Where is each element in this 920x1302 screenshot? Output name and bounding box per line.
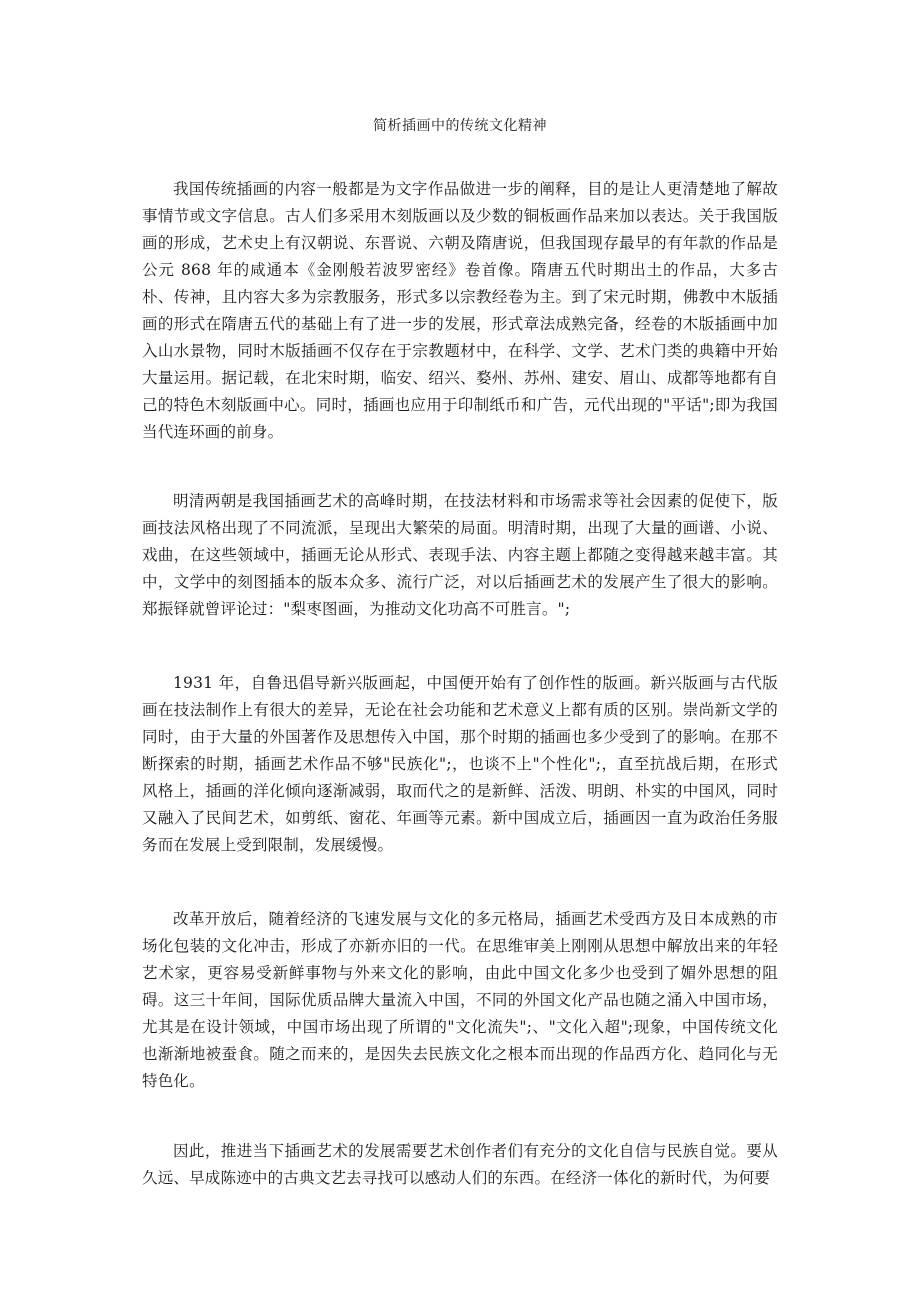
paragraph-traditional-illustration-history: 我国传统插画的内容一般都是为文字作品做进一步的阐释，目的是让人更清楚地了解故事情节或文字信息。古人们多采用木刻版画以及少数的铜板画作品来加以表达。关于我国版画的形成，艺术史上有汉朝说、东晋说、六朝及隋唐说，但我国现存最早的有年款的作品是公元 868 年的咸通本《金刚般若波罗密经》卷首像。隋唐五代时期出土的作品，大多古朴、传神，且内容大多为宗教服务，形式多以宗教经卷为主。到了宋元时期，佛教中木版插画的形式在隋唐五代的基础上有了进一步的发展，形式章法成熟完备，经卷的木版插画中加入山水景物，同时木版插画不仅存在于宗教题材中，在科学、文学、艺术门类的典籍中开始大量运用。据记载，在北宋时期，临安、绍兴、婺州、苏州、建安、眉山、成都等地都有自己的特色木刻版画中心。同时，插画也应用于印制纸币和广告，元代出现的"平话";即为我国当代连环画的前身。 bbox=[142, 180, 778, 441]
paragraph-ming-qing-illustration: 明清两朝是我国插画艺术的高峰时期，在技法材料和市场需求等社会因素的促使下，版画技法风格出现了不同流派，呈现出大繁荣的局面。明清时期，出现了大量的画谱、小说、戏曲，在这些领域中，插画无论从形式、表现手法、内容主题上都随之变得越来越丰富。其中，文学中的刻图插本的版本众多、流行广泛，对以后插画艺术的发展产生了很大的影响。郑振铎就曾评论过："梨枣图画，为推动文化功高不可胜言。"; bbox=[142, 492, 778, 618]
paragraph-cultural-confidence: 因此，推进当下插画艺术的发展需要艺术创作者们有充分的文化自信与民族自觉。要从久远、早成陈迹中的古典文艺去寻找可以感动人们的东西。在经济一体化的新时代，为何要 bbox=[142, 1142, 778, 1187]
document-title: 简析插画中的传统文化精神 bbox=[373, 118, 547, 134]
paragraph-1931-new-woodcut: 1931 年，自鲁迅倡导新兴版画起，中国便开始有了创作性的版画。新兴版画与古代版画在技法制作上有很大的差异，无论在社会功能和艺术意义上都有质的区别。崇尚新文学的同时，由于大量的外国著作及思想传入中国，那个时期的插画也多少受到了的影响。在那不断探索的时期，插画艺术作品不够"民族化";，也谈不上"个性化";，直至抗战后期，在形式风格上，插画的洋化倾向逐渐减弱，取而代之的是新鲜、活泼、明朗、朴实的中国风，同时又融入了民间艺术，如剪纸、窗花、年画等元素。新中国成立后，插画因一直为政治任务服务而在发展上受到限制，发展缓慢。 bbox=[142, 674, 778, 854]
paragraph-reform-era: 改革开放后，随着经济的飞速发展与文化的多元格局，插画艺术受西方及日本成熟的市场化包装的文化冲击，形成了亦新亦旧的一代。在思维审美上刚刚从思想中解放出来的年轻艺术家，更容易受新鲜事物与外来文化的影响，由此中国文化多少也受到了媚外思想的阻碍。这三十年间，国际优质品牌大量流入中国，不同的外国文化产品也随之涌入中国市场，尤其是在设计领域，中国市场出现了所谓的"文化流失";、"文化入超";现象，中国传统文化也渐渐地被蚕食。随之而来的，是因失去民族文化之根本而出现的作品西方化、趋同化与无特色化。 bbox=[142, 910, 778, 1090]
